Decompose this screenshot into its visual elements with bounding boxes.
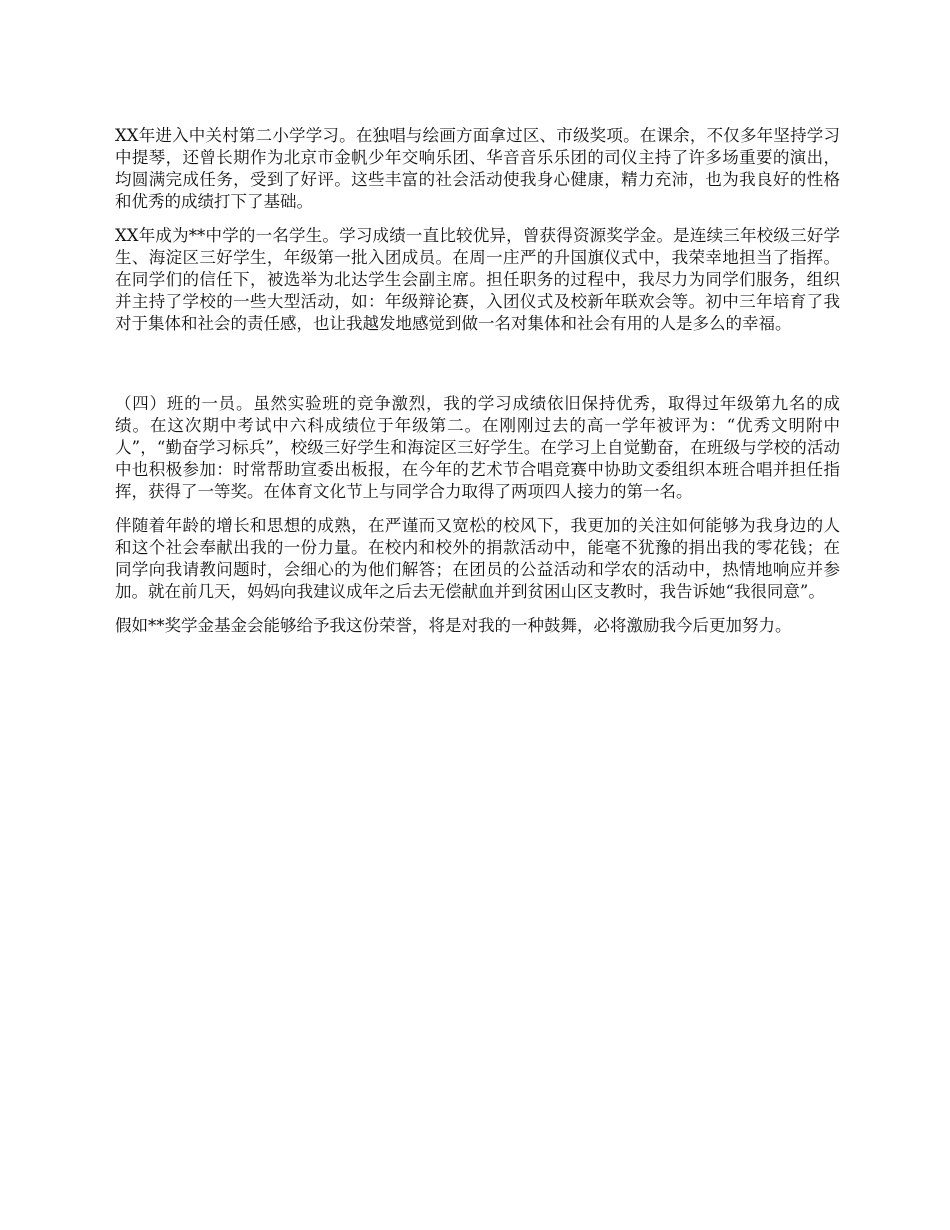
paragraph-social-contribution: 伴随着年龄的增长和思想的成熟，在严谨而又宽松的校风下，我更加的关注如何能够为我身边的人和这个社会奉献出我的一份力量。在校内和校外的捐款活动中，能毫不犹豫的捐出我的零花钱；在同学向我请教问题时，会细心的为他们解答；在团员的公益活动和学农的活动中，热情地响应并参加。就在前几天，妈妈向我建议成年之后去无偿献血并到贫困山区支教时，我告诉她“我很同意”。: [115, 516, 840, 601]
paragraph-middle-school: XX年成为**中学的一名学生。学习成绩一直比较优异，曾获得资源奖学金。是连续三年校级三好学生、海淀区三好学生，年级第一批入团成员。在周一庄严的升国旗仪式中，我荣幸地担当了指挥。在同学们的信任下，被选举为北达学生会副主席。担任职务的过程中，我尽力为同学们服务，组织并主持了学校的一些大型活动，如：年级辩论赛，入团仪式及校新年联欢会等。初中三年培育了我对于集体和社会的责任感，也让我越发地感觉到做一名对集体和社会有用的人是多么的幸福。: [115, 226, 840, 333]
paragraph-primary-school: XX年进入中关村第二小学学习。在独唱与绘画方面拿过区、市级奖项。在课余，不仅多年坚持学习中提琴，还曾长期作为北京市金帆少年交响乐团、华音音乐乐团的司仪主持了许多场重要的演出，均圆满完成任务，受到了好评。这些丰富的社会活动使我身心健康，精力充沛，也为我良好的性格和优秀的成绩打下了基础。: [115, 126, 840, 211]
paragraph-high-school: （四）班的一员。虽然实验班的竞争激烈，我的学习成绩依旧保持优秀，取得过年级第九名的成绩。在这次期中考试中六科成绩位于年级第二。在刚刚过去的高一学年被评为：“优秀文明附中人”，“勤奋学习标兵”，校级三好学生和海淀区三好学生。在学习上自觉勤奋，在班级与学校的活动中也积极参加：时常帮助宣委出板报，在今年的艺术节合唱竞赛中协助文委组织本班合唱并担任指挥，获得了一等奖。在体育文化节上与同学合力取得了两项四人接力的第一名。: [115, 394, 840, 501]
section-gap: [115, 347, 840, 393]
paragraph-closing: 假如**奖学金基金会能够给予我这份荣誉，将是对我的一种鼓舞，必将激励我今后更加努力。: [115, 616, 792, 635]
document-body: [115, 125, 840, 649]
